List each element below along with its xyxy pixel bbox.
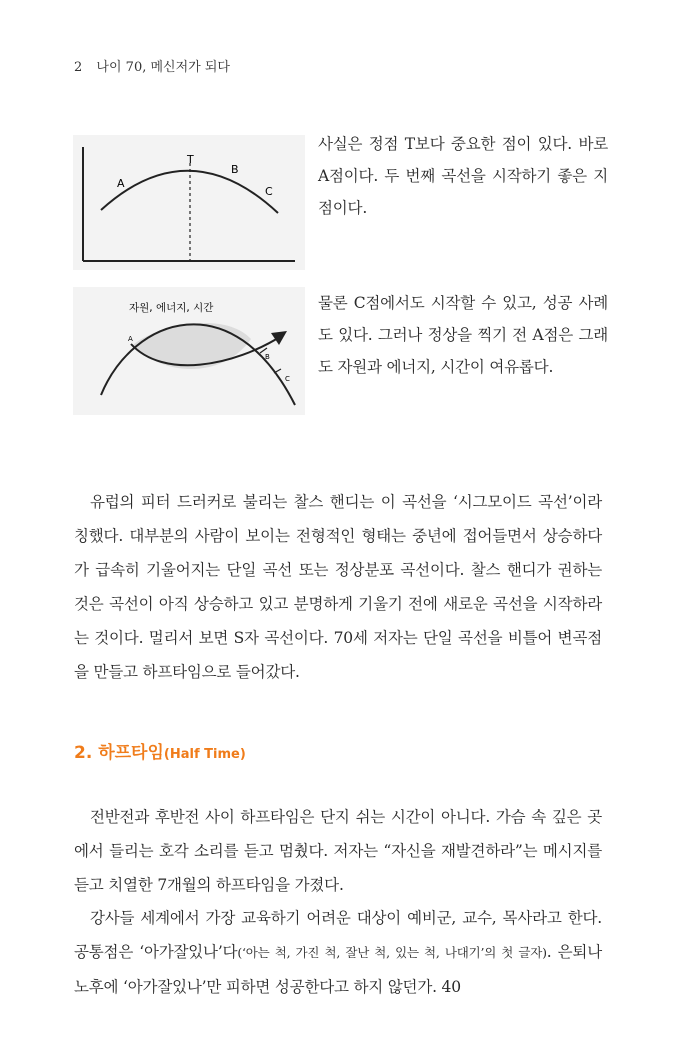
paragraph-sigmoid: 유럽의 피터 드러커로 불리는 찰스 핸디는 이 곡선을 ‘시그모이드 곡선’이라 칭했다. 대부분의 사람이 보이는 전형적인 형태는 중년에 접어들면서 상승하다가 급속히 기울어지는 단일 곡선 또는 정상분포 곡선이다. 찰스 핸디가 권하는 것은 곡선이 아직 상승하고 있고 분명하게 기울기 전에 새로운 곡선을 시작하라는 것이다. 멀리서 보면 S자 곡선이다. 70세 저자는 단일 곡선을 비틀어 변곡점을 만들고 하프타임으로 들어갔다. bbox=[74, 493, 602, 681]
figure-single-curve bbox=[73, 135, 305, 270]
paragraph-halftime: 전반전과 후반전 사이 하프타임은 단지 쉬는 시간이 아니다. 가슴 속 깊은 곳에서 들리는 호각 소리를 듣고 멈췄다. 저자는 “자신을 재발견하라”는 메시지를 듣고 치열한 7개월의 하프타임을 가졌다. bbox=[74, 808, 602, 894]
figure1-caption-text: 사실은 정점 T보다 중요한 점이 있다. 바로 A점이다. 두 번째 곡선을 시작하기 좋은 지점이다. bbox=[318, 135, 608, 217]
figure2-caption-text: 물론 C점에서도 시작할 수 있고, 성공 사례도 있다. 그러나 정상을 찍기 전 A점은 그래도 자원과 에너지, 시간이 여유롭다. bbox=[318, 294, 608, 376]
section-subtitle: (Half Time) bbox=[163, 747, 246, 762]
figure2-title: 자원, 에너지, 시간 bbox=[129, 302, 214, 314]
shaded-resource-area bbox=[133, 323, 251, 369]
label-a2: A bbox=[128, 335, 133, 343]
running-title: 나이 70, 메신저가 되다 bbox=[96, 60, 230, 75]
label-b2: B bbox=[265, 353, 270, 361]
paragraph3-note: (‘아는 척, 가진 척, 잘난 척, 있는 척, 나대기’의 첫 글자) bbox=[237, 945, 547, 960]
paragraph3-before: 강사들 세계에서 가장 교육하기 어려운 대상이 예비군, 교수, 목사라고 한다. 공통점은 ‘아가잘있나’다 bbox=[74, 909, 602, 961]
paragraph-instructors bbox=[74, 901, 602, 1004]
paragraph3-after: . 은퇴나 노후에 ‘아가잘있나’만 피하면 성공한다고 하지 않던가. 40 bbox=[74, 943, 602, 996]
label-b: B bbox=[231, 163, 239, 176]
arrow-head bbox=[271, 331, 287, 345]
figure-second-curve bbox=[73, 287, 305, 415]
second-curve-graph bbox=[73, 287, 305, 415]
label-a: A bbox=[117, 177, 125, 190]
section-title: 2. 하프타임 bbox=[74, 743, 164, 763]
section-heading bbox=[74, 738, 246, 763]
page-number: 2 bbox=[74, 60, 83, 75]
label-c2: C bbox=[285, 375, 290, 383]
label-c: C bbox=[265, 185, 273, 198]
running-header bbox=[74, 56, 230, 75]
single-curve-graph bbox=[73, 135, 305, 270]
label-t: T bbox=[187, 153, 194, 166]
